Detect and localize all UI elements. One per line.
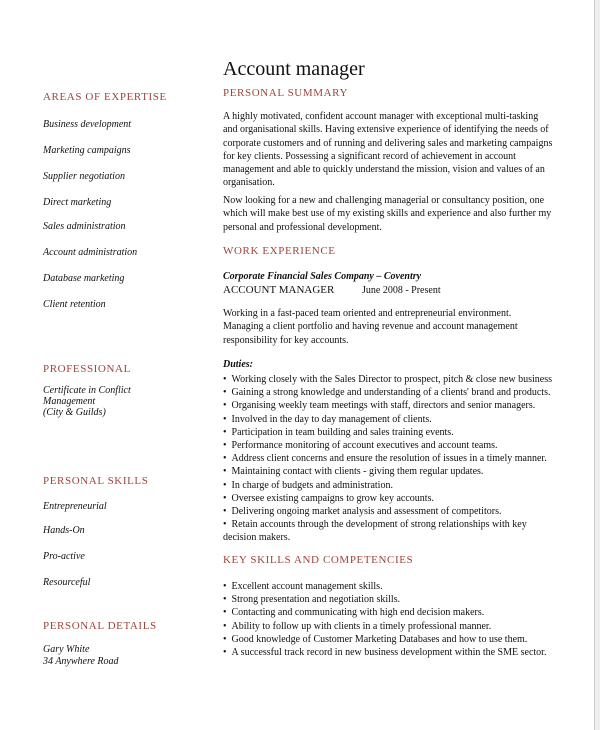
expertise-item: Sales administration bbox=[43, 221, 126, 232]
duty-item: • Maintaining contact with clients - giving them regular updates. bbox=[223, 465, 566, 478]
text-line: Working in a fast-paced team oriented and entrepreneurial environment. bbox=[223, 308, 512, 319]
text-line: A highly motivated, confident account manager with exceptional multi-tasking bbox=[223, 111, 539, 122]
summary-para-1 bbox=[223, 110, 566, 190]
duty-item: • Organising weekly team meetings with staff, directors and senior managers. bbox=[223, 399, 566, 412]
text-line: personal and professional development. bbox=[223, 221, 382, 233]
key-skills-list bbox=[223, 580, 566, 659]
key-skill-item: • Strong presentation and negotiation skills. bbox=[223, 593, 566, 606]
text-line: which will make best use of my existing skills and experience and also further my bbox=[223, 208, 552, 220]
duty-item: • Performance monitoring of account executives and account teams. bbox=[223, 439, 566, 452]
text-line: for key clients. Possessing a significant record of achievement in account bbox=[223, 150, 516, 162]
key-skill-item: • Good knowledge of Customer Marketing Databases and how to use them. bbox=[223, 633, 566, 646]
job-role: ACCOUNT MANAGER bbox=[223, 284, 335, 296]
text-line: management and able to quickly understand the mission, vision and values of an bbox=[223, 164, 545, 176]
text-line: decision makers. bbox=[223, 532, 291, 544]
expertise-item: Client retention bbox=[43, 299, 106, 310]
key-skill-item: • Ability to follow up with clients in a timely professional manner. bbox=[223, 620, 566, 633]
text-line: Now looking for a new and challenging managerial or consultancy position, one bbox=[223, 195, 545, 206]
text-line: responsibility for key accounts. bbox=[223, 334, 349, 346]
text-line: Managing a client portfolio and having revenue and account management bbox=[223, 321, 518, 333]
professional-heading: PROFESSIONAL bbox=[43, 363, 131, 375]
professional-item: Management bbox=[43, 396, 96, 407]
key-skill-item: • A successful track record in new business development within the SME sector. bbox=[223, 646, 566, 659]
text-line: and organisational skills. Having extensive experience of identifying the needs of bbox=[223, 124, 549, 136]
work-intro bbox=[223, 307, 566, 347]
page-title: Account manager bbox=[223, 58, 365, 80]
text-line: organisation. bbox=[223, 177, 275, 189]
expertise-item: Direct marketing bbox=[43, 197, 112, 208]
expertise-item: Supplier negotiation bbox=[43, 171, 125, 182]
duty-item: • In charge of budgets and administration. bbox=[223, 479, 566, 492]
skill-item: Entrepreneurial bbox=[43, 501, 107, 512]
expertise-item: Database marketing bbox=[43, 273, 125, 284]
duty-item: • Involved in the day to day management of clients. bbox=[223, 413, 566, 426]
duty-item: • Address client concerns and ensure the resolution of issues in a timely manner. bbox=[223, 452, 566, 465]
expertise-item: Marketing campaigns bbox=[43, 145, 131, 156]
summary-para-2 bbox=[223, 194, 566, 234]
skill-item: Hands-On bbox=[43, 525, 85, 536]
text-line: corporate customers and of running and delivering sales and marketing campaigns bbox=[223, 137, 553, 149]
duties-list bbox=[223, 373, 566, 545]
duty-item: • Delivering ongoing market analysis and assessment of competitors. bbox=[223, 505, 566, 518]
duty-item: • Retain accounts through the development of strong relationships with key bbox=[223, 518, 566, 531]
summary-heading: PERSONAL SUMMARY bbox=[223, 87, 349, 99]
details-heading: PERSONAL DETAILS bbox=[43, 620, 157, 632]
detail-address: 34 Anywhere Road bbox=[43, 656, 119, 667]
duty-item: • Oversee existing campaigns to grow key accounts. bbox=[223, 492, 566, 505]
expertise-item: Account administration bbox=[43, 247, 138, 258]
skills-heading: PERSONAL SKILLS bbox=[43, 475, 149, 487]
expertise-heading: AREAS OF EXPERTISE bbox=[43, 91, 167, 103]
page-edge bbox=[594, 0, 600, 730]
skill-item: Pro-active bbox=[43, 551, 85, 562]
job-dates: June 2008 - Present bbox=[362, 285, 441, 296]
duty-item: • Gaining a strong knowledge and understanding of a clients' brand and products. bbox=[223, 386, 566, 399]
detail-name: Gary White bbox=[43, 644, 90, 655]
duty-item: • Working closely with the Sales Director to prospect, pitch & close new business bbox=[223, 373, 566, 386]
key-skill-item: • Excellent account management skills. bbox=[223, 580, 566, 593]
expertise-item: Business development bbox=[43, 119, 132, 130]
duties-label: Duties: bbox=[223, 359, 253, 370]
key-skills-heading: KEY SKILLS AND COMPETENCIES bbox=[223, 554, 414, 566]
duty-item: • Participation in team building and sales training events. bbox=[223, 426, 566, 439]
company-name: Corporate Financial Sales Company – Coventry bbox=[223, 271, 422, 282]
professional-item: (City & Guilds) bbox=[43, 407, 106, 418]
key-skill-item: • Contacting and communicating with high end decision makers. bbox=[223, 606, 566, 619]
work-heading: WORK EXPERIENCE bbox=[223, 245, 336, 257]
skill-item: Resourceful bbox=[43, 577, 91, 588]
professional-item: Certificate in Conflict bbox=[43, 385, 131, 396]
